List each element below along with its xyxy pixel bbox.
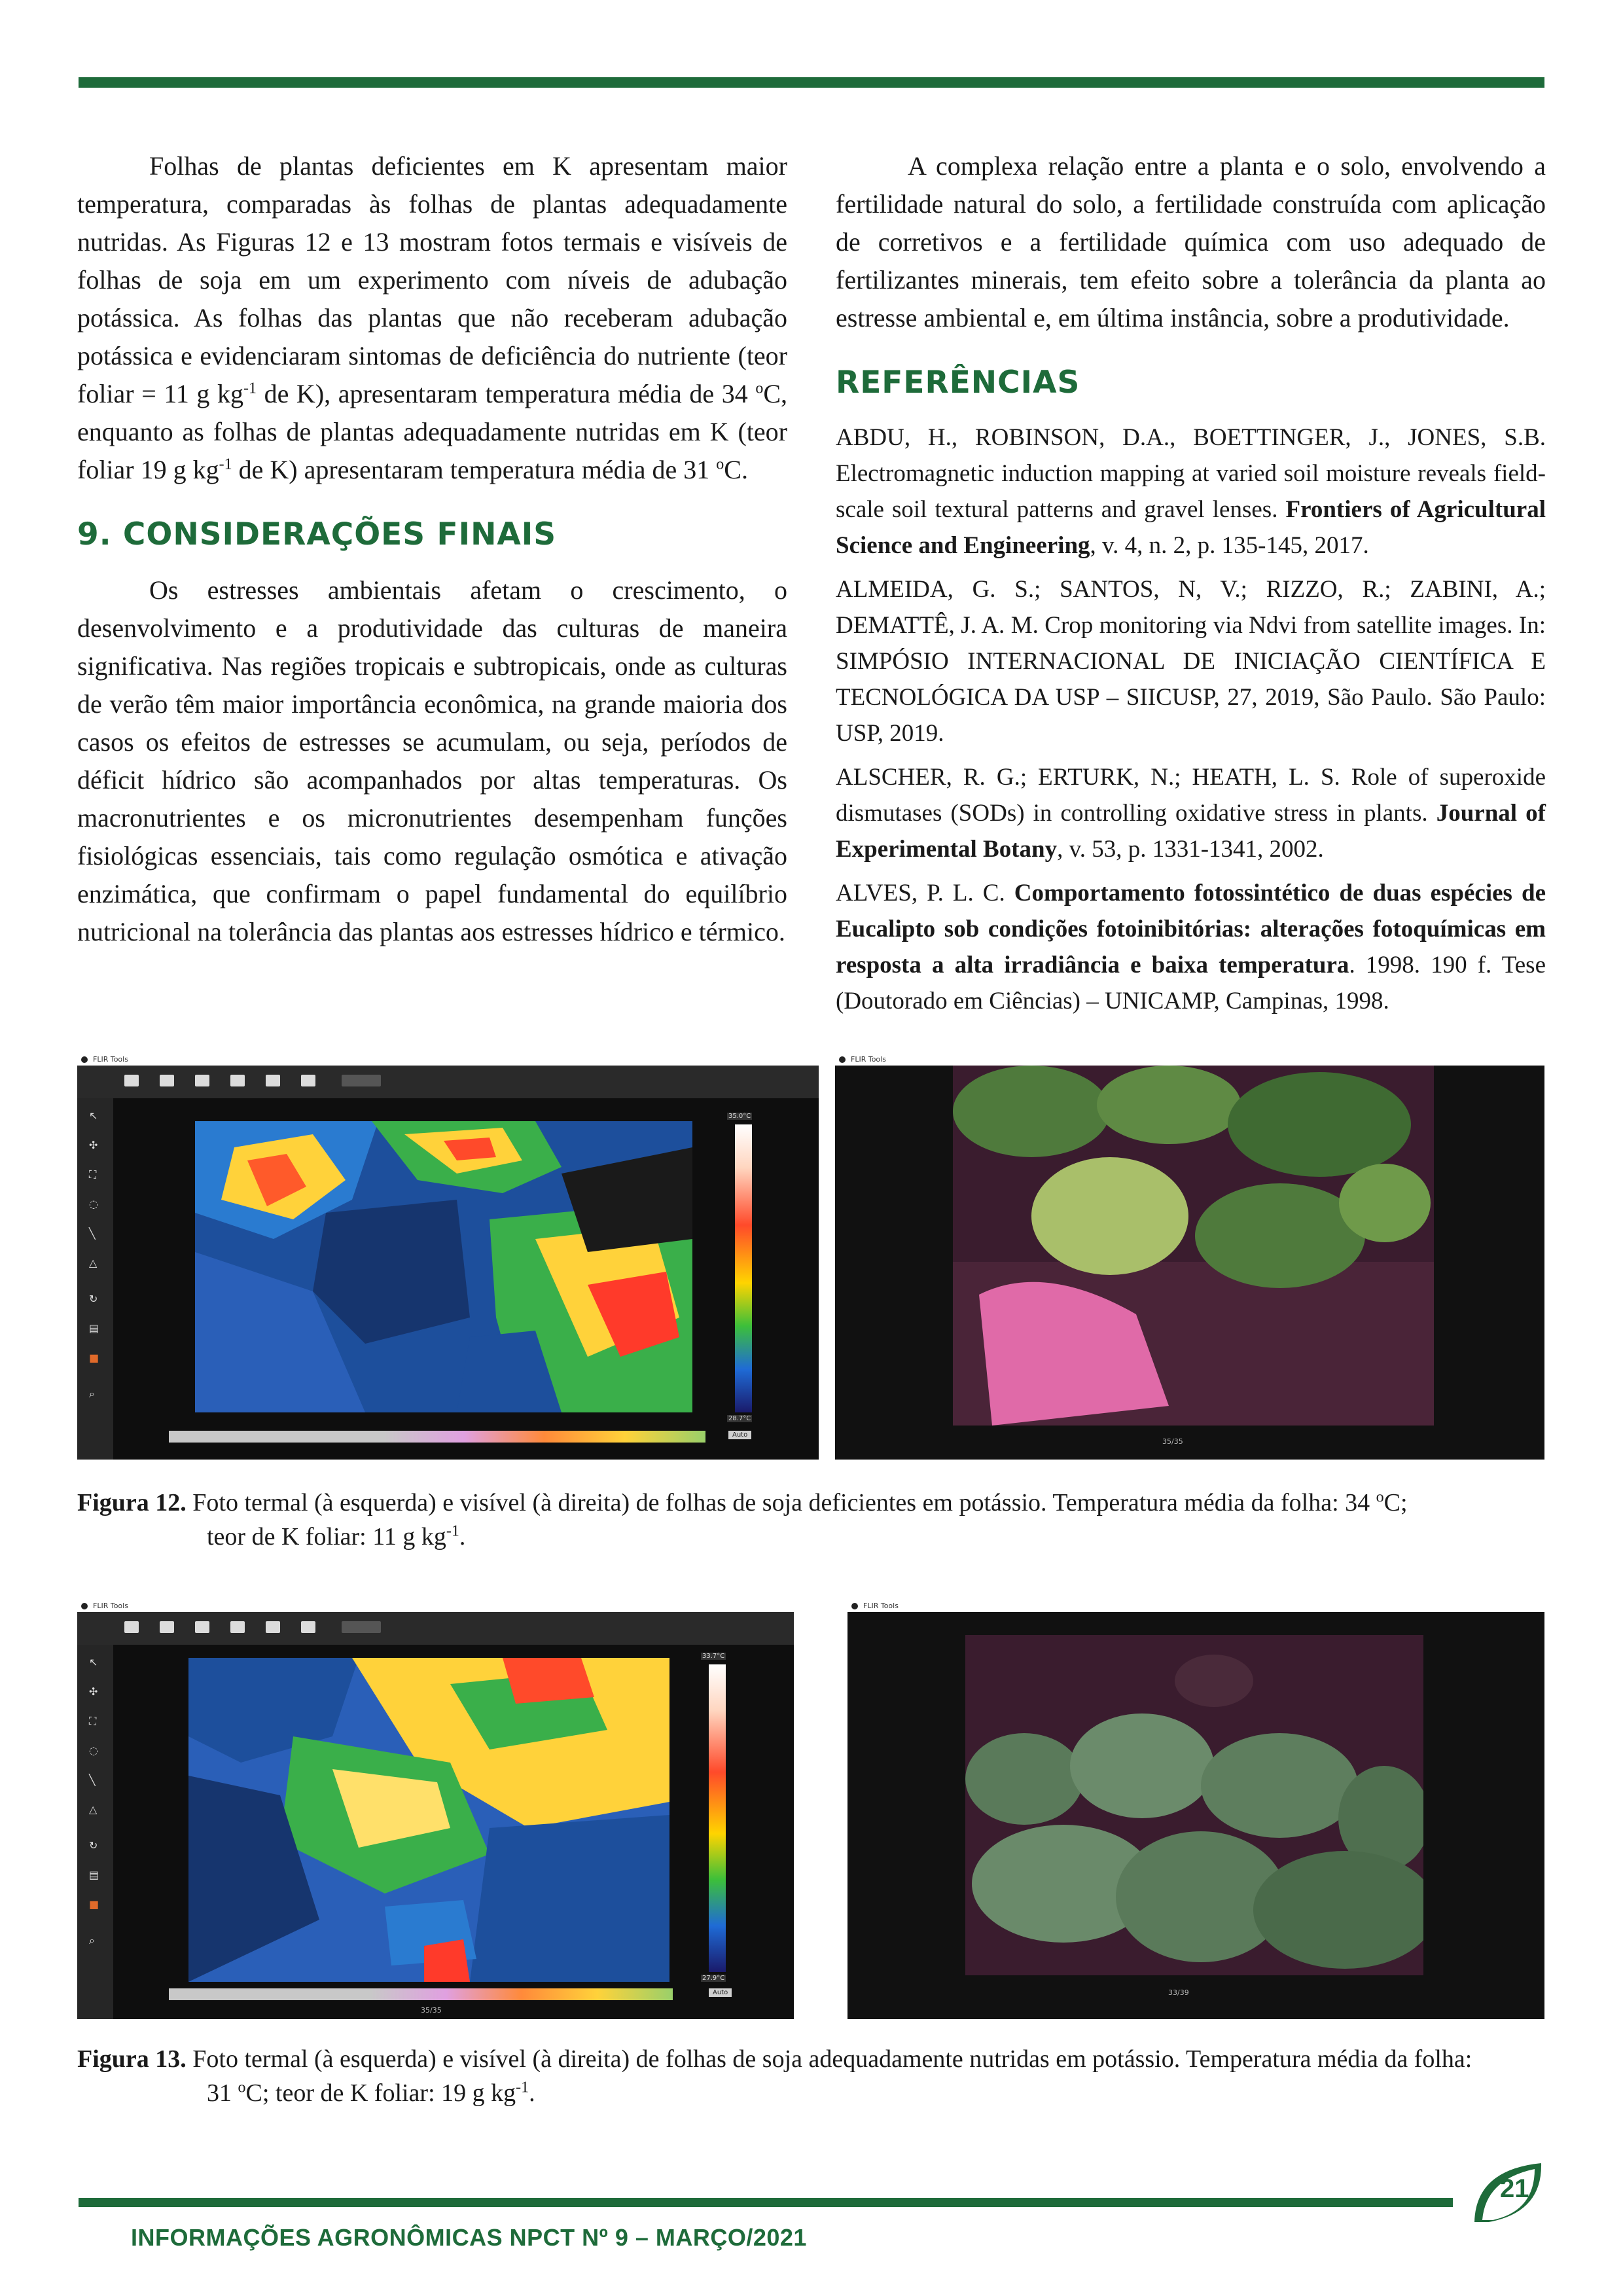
rotate-icon[interactable]: ↻ — [89, 1293, 98, 1305]
rotate-icon[interactable]: ↻ — [89, 1839, 98, 1852]
color-icon[interactable]: ■ — [89, 1898, 99, 1910]
app-logo-icon — [851, 1603, 858, 1609]
visible-image-graphic — [965, 1635, 1423, 1975]
thermal-image-deficient — [195, 1121, 692, 1412]
open-folder-icon[interactable] — [124, 1621, 139, 1633]
app-toolbar — [77, 1612, 794, 1645]
photo-icon[interactable] — [301, 1075, 315, 1086]
spot-icon[interactable]: ✣ — [89, 1139, 98, 1151]
image-viewport — [835, 1066, 1544, 1460]
left-paragraph-1: Folhas de plantas deficientes em K apresentam maior temperatura, comparadas às folhas de plantas adequadamente nutridas. As Figuras 12 e 13 mostram fotos termais e visíveis de folhas de soja em um experimento com níveis de adubação potássica. As folhas das plantas que não receberam adubação potássica e evidenciaram sintomas de deficiência do nutriente (teor foliar = 11 g $kg^{-1}$ de K), apresentaram temperatura média de 34 $^o$C, enquanto as folhas de plantas adequadamente nutridas em K (teor foliar 19 g $kg^{-1}$ de K) apresentaram temperatura média de 31 $^o$C. — [77, 151, 787, 484]
auto-button[interactable]: Auto — [728, 1431, 751, 1439]
reference-item: ABDU, H., ROBINSON, D.A., BOETTINGER, J., JONES, S.B. Electromagnetic induction mapping at varied soil moisture reveals field-scale soil textural patterns and gravel lenses. Frontiers of Agricultural Science and Engineering, v. 4, n. 2, p. 135-145, 2017. — [836, 424, 1546, 559]
figure-12-thermal-screenshot — [77, 1054, 819, 1460]
caption-line-1: Foto termal (à esquerda) e visível (à direita) de folhas de soja deficientes em potássio. Temperatura média da folha: 34 $^o$C; — [192, 1488, 1408, 1516]
section-heading-consideracoes: 9. CONSIDERAÇÕES FINAIS — [77, 516, 557, 552]
section-heading-referencias: REFERÊNCIAS — [836, 365, 1080, 401]
page-number: 21 — [1500, 2174, 1529, 2203]
tools-sidebar — [77, 1645, 113, 2019]
thermal-image-graphic — [188, 1658, 669, 1982]
figure-12-caption — [77, 1486, 1543, 1554]
top-rule — [79, 77, 1544, 88]
image-icon[interactable] — [160, 1621, 174, 1633]
color-icon[interactable]: ■ — [89, 1352, 99, 1364]
footer-publication-title: INFORMAÇÕES AGRONÔMICAS NPCT Nº 9 – MARÇO/2021 — [131, 2224, 807, 2251]
caption-line-1: Foto termal (à esquerda) e visível (à direita) de folhas de soja adequadamente nutridas em potássio. Temperatura média da folha: — [192, 2045, 1472, 2073]
image-pager[interactable]: 35/35 — [1162, 1437, 1183, 1446]
thermal-image-nourished — [188, 1658, 669, 1982]
scale-min-value: 27.9°C — [702, 1975, 725, 1982]
palette-range-bar[interactable] — [169, 1431, 705, 1443]
image-icon[interactable] — [160, 1075, 174, 1086]
reference-item: ALVES, P. L. C. Comportamento fotossintético de duas espécies de Eucalipto sob condições fotoinibitórias: alterações fotoquímicas em resposta a alta irradiância e baixa temperatura. 1998. 190 f. Tese (Doutorado em Ciências) – UNICAMP, Campinas, 1998. — [836, 880, 1546, 1014]
app-titlebar — [835, 1054, 1544, 1066]
copy-icon[interactable] — [195, 1075, 209, 1086]
app-logo-icon — [81, 1056, 88, 1063]
pointer-icon[interactable]: ↖ — [89, 1109, 98, 1122]
visible-image-deficient — [953, 1066, 1434, 1426]
pointer-icon[interactable]: ↖ — [89, 1656, 98, 1668]
visible-image-graphic — [953, 1066, 1434, 1426]
open-folder-icon[interactable] — [124, 1075, 139, 1086]
left-paragraph-2: Os estresses ambientais afetam o crescimento, o desenvolvimento e a produtividade das culturas de maneira significativa. Nas regiões tropicais e subtropicais, onde as culturas de verão têm maior importância econômica, na grande maioria dos casos os efeitos de estresses se acumulam, ou seja, períodos de déficit hídrico são acompanhados por altas temperaturas. Os macronutrientes e os micronutrientes desempenham funções fisiológicas essenciais, tais como regulação osmótica e ativação enzimática, que confirmam o papel fundamental do equilíbrio nutricional na tolerância das plantas aos estresses hídrico e térmico. — [77, 575, 787, 946]
figure-12-visible-screenshot — [835, 1054, 1544, 1460]
footer-rule — [79, 2198, 1453, 2207]
reference-item: ALMEIDA, G. S.; SANTOS, N, V.; RIZZO, R.; ZABINI, A.; DEMATTÊ, J. A. M. Crop monitoring via Ndvi from satellite images. In: SIMPÓSIO INTERNACIONAL DE INICIAÇÃO CIENTÍFICA E TECNOLÓGICA DA USP – SIICUSP, 27, 2019, São Paulo. São Paulo: USP, 2019. — [836, 576, 1546, 747]
figure-13-thermal-screenshot — [77, 1600, 794, 2019]
figure-13-caption — [77, 2042, 1543, 2110]
box-icon[interactable]: ⛶ — [89, 1715, 97, 1727]
app-titlebar — [77, 1054, 819, 1066]
app-toolbar — [77, 1066, 819, 1098]
line-icon[interactable]: ╲ — [89, 1227, 96, 1240]
app-titlebar — [77, 1600, 794, 1612]
app-title: FLIR Tools — [93, 1602, 128, 1610]
app-title: FLIR Tools — [93, 1055, 128, 1064]
circle-icon[interactable]: ◌ — [89, 1744, 98, 1757]
temperature-scale-bar — [709, 1664, 726, 1972]
right-column — [836, 147, 1546, 1027]
palette-icon[interactable]: ▤ — [89, 1322, 99, 1335]
auto-button[interactable]: Auto — [709, 1988, 732, 1997]
app-titlebar — [847, 1600, 1544, 1612]
layers-icon[interactable] — [230, 1621, 245, 1633]
photo-icon[interactable] — [301, 1621, 315, 1633]
caption-line-2: 31 $^o$C; teor de K foliar: 19 g $kg^{-1}$. — [207, 2079, 535, 2107]
right-paragraph-1: A complexa relação entre a planta e o solo, envolvendo a fertilidade natural do solo, a fertilidade construída com aplicação de corretivos e a fertilidade química com uso adequado de fertilizantes minerais, tem efeito sobre a tolerância da planta ao estresse ambiental e, em última instância, sobre a produtividade. — [836, 151, 1546, 332]
caption-line-2: teor de K foliar: 11 g $kg^{-1}$. — [207, 1522, 466, 1551]
scale-min-value: 28.7°C — [728, 1415, 751, 1422]
triangle-icon[interactable]: △ — [89, 1257, 98, 1269]
app-title: FLIR Tools — [863, 1602, 899, 1610]
app-logo-icon — [81, 1603, 88, 1609]
record-icon[interactable] — [266, 1621, 280, 1633]
copy-icon[interactable] — [195, 1621, 209, 1633]
box-icon[interactable]: ⛶ — [89, 1168, 97, 1181]
zoom-icon[interactable]: ⌕ — [89, 1934, 95, 1946]
zoom-slider[interactable] — [342, 1621, 381, 1633]
reference-item: ALSCHER, R. G.; ERTURK, N.; HEATH, L. S. Role of superoxide dismutases (SODs) in controlling oxidative stress in plants. Journal of Experimental Botany, v. 53, p. 1331-1341, 2002. — [836, 764, 1546, 863]
scale-max-value: 35.0°C — [728, 1113, 751, 1120]
layers-icon[interactable] — [230, 1075, 245, 1086]
circle-icon[interactable]: ◌ — [89, 1198, 98, 1210]
image-pager[interactable]: 33/39 — [1168, 1988, 1189, 1997]
caption-label: Figura 12. — [77, 1489, 187, 1516]
zoom-icon[interactable]: ⌕ — [89, 1388, 95, 1400]
triangle-icon[interactable]: △ — [89, 1803, 98, 1816]
image-viewport — [113, 1098, 819, 1460]
app-title: FLIR Tools — [851, 1055, 886, 1064]
app-logo-icon — [839, 1056, 846, 1063]
image-viewport — [847, 1612, 1544, 2019]
tools-sidebar — [77, 1098, 113, 1460]
line-icon[interactable]: ╲ — [89, 1774, 96, 1786]
temperature-scale-bar — [735, 1124, 752, 1412]
scale-max-value: 33.7°C — [702, 1653, 725, 1660]
caption-label: Figura 13. — [77, 2045, 187, 2073]
thermal-image-graphic — [195, 1121, 692, 1412]
image-pager[interactable]: 35/35 — [421, 2006, 442, 2015]
palette-icon[interactable]: ▤ — [89, 1869, 99, 1881]
spot-icon[interactable]: ✣ — [89, 1685, 98, 1698]
left-column — [77, 147, 787, 951]
image-viewport — [113, 1645, 794, 2019]
zoom-slider[interactable] — [342, 1075, 381, 1086]
record-icon[interactable] — [266, 1075, 280, 1086]
visible-image-nourished — [965, 1635, 1423, 1975]
figure-13-visible-screenshot — [847, 1600, 1544, 2019]
palette-range-bar[interactable] — [169, 1988, 673, 2000]
